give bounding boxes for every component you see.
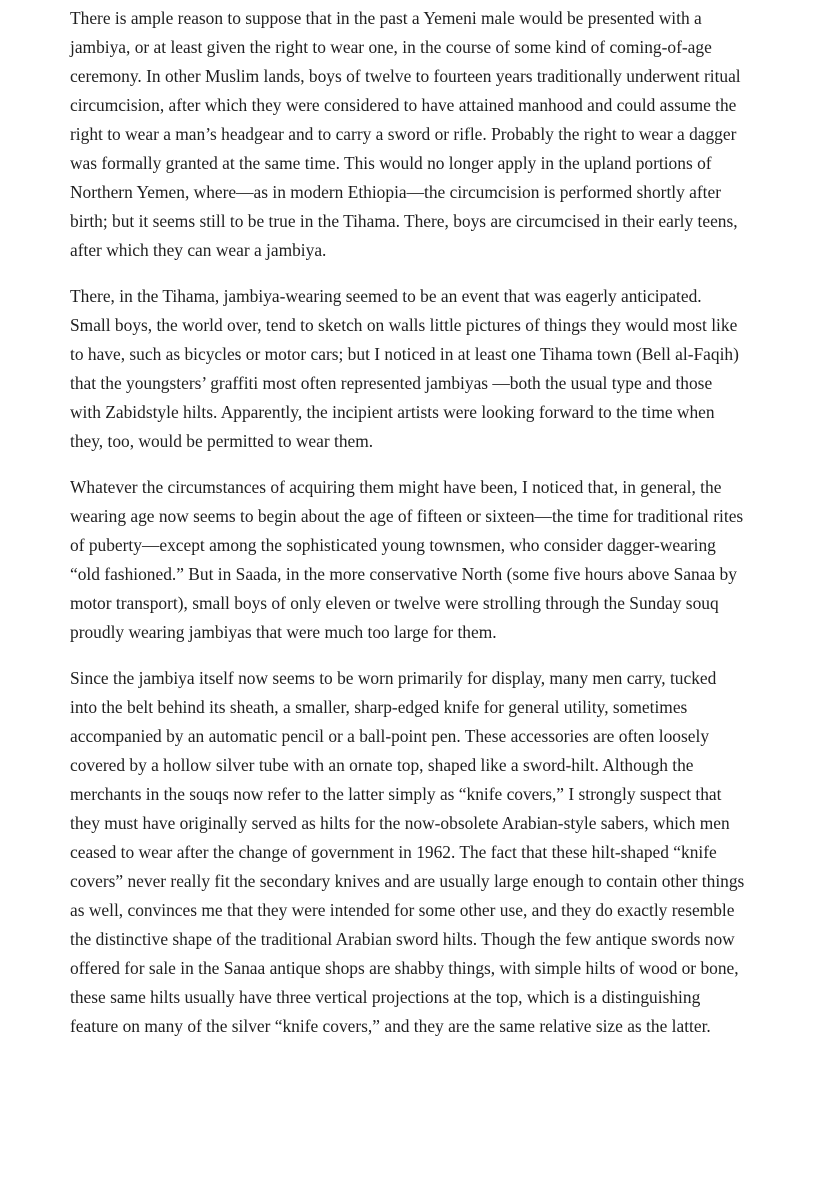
paragraph-coming-of-age: There is ample reason to suppose that in the past a Yemeni male would be presented with a jambiya, or at least given the right to wear one, in the course of some kind of coming-of-age ceremony. In other Muslim lands, boys of twelve to fourteen years traditionally underwent ritual circumcision, after which they were considered to have attained manhood and could assume the right to wear a man’s headgear and to carry a sword or rifle. Probably the right to wear a dagger was formally granted at the same time. This would no longer apply in the upland portions of Northern Yemen, where—as in modern Ethiopia—the circumcision is performed shortly after birth; but it seems still to be true in the Tihama. There, boys are circumcised in their early teens, after which they can wear a jambiya. (70, 8, 741, 260)
paragraph-wearing-age: Whatever the circumstances of acquiring them might have been, I noticed that, in general, the wearing age now seems to begin about the age of fifteen or sixteen—the time for traditional rites of puberty—except among the sophisticated young townsmen, who consider dagger-wearing “old fashioned.” But in Saada, in the more conservative North (some five hours above Sanaa by motor transport), small boys of only eleven or twelve were strolling through the Sunday souq proudly wearing jambiyas that were much too large for them. (70, 477, 744, 642)
article-body (70, 4, 746, 1058)
paragraph-knife-covers: Since the jambiya itself now seems to be worn primarily for display, many men carry, tucked into the belt behind its sheath, a smaller, sharp-edged knife for general utility, sometimes accompanied by an automatic pencil or a ball-point pen. These accessories are often loosely covered by a hollow silver tube with an ornate top, shaped like a sword-hilt. Although the merchants in the souqs now refer to the latter simply as “knife covers,” I strongly suspect that they must have originally served as hilts for the now-obsolete Arabian-style sabers, which men ceased to wear after the change of government in 1962. The fact that these hilt-shaped “knife covers” never really fit the secondary knives and are usually large enough to contain other things as well, convinces me that they were intended for some other use, and they do exactly resemble the distinctive shape of the traditional Arabian sword hilts. Though the few antique swords now offered for sale in the Sanaa antique shops are shabby things, with simple hilts of wood or bone, these same hilts usually have three vertical projections at the top, which is a distinguishing feature on many of the silver “knife covers,” and they are the same relative size as the latter. (70, 668, 745, 1036)
paragraph-tihama-graffiti: There, in the Tihama, jambiya-wearing seemed to be an event that was eagerly anticipated. Small boys, the world over, tend to sketch on walls little pictures of things they would most like to have, such as bicycles or motor cars; but I noticed in at least one Tihama town (Bell al-Faqih) that the youngsters’ graffiti most often represented jambiyas —both the usual type and those with Zabidstyle hilts. Apparently, the incipient artists were looking forward to the time when they, too, would be permitted to wear them. (70, 286, 739, 451)
